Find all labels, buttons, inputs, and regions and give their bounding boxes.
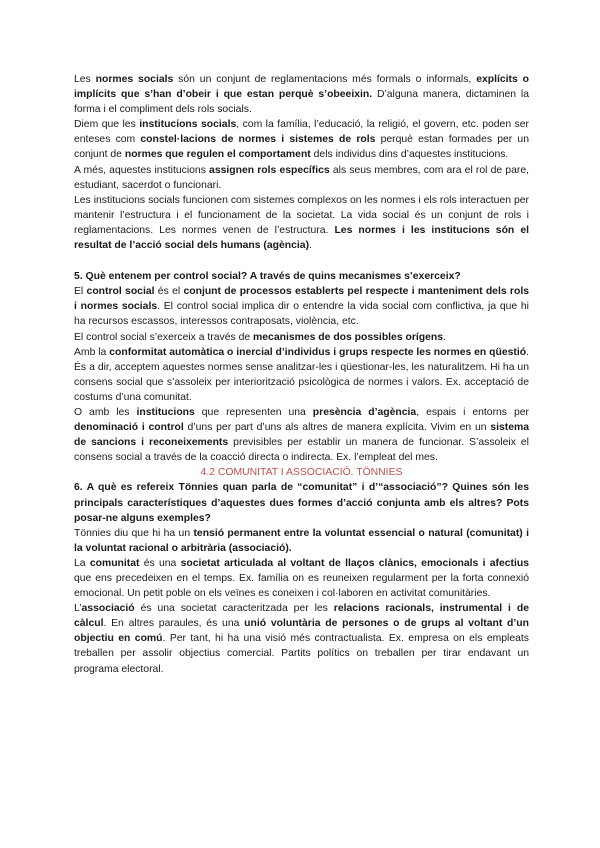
paragraph <box>74 284 529 329</box>
bold-text: tensió permanent entre la voluntat essencial o natural (comunitat) i la voluntat racional o arbitrària (associació). <box>74 527 529 554</box>
text-run: que ens precedeixen en el temps. Ex. família on es reuneixen regularment per la forta connexió emocional. Un petit poble on els veïnes es coneixen i col·laboren en activitat comunitàries. <box>74 573 529 600</box>
text-run: són un conjunt de reglamentacions més formals o informals, <box>173 74 477 85</box>
text-run: La <box>74 557 90 569</box>
text-run: El control social s’exerceix a través de <box>74 331 254 343</box>
paragraph <box>74 405 529 465</box>
paragraph <box>74 330 529 345</box>
text-run: Les institucions socials funcionen com sistemes complexos on les normes i els rols interactuen per mantenir l’estructura i el funcionament de la societat. La vida social és un conjunt de rols i reglamentacions. Les normes venen de l’estructura. <box>74 194 529 236</box>
bold-text: normes que regulen el comportament <box>124 149 311 161</box>
paragraph <box>74 556 529 601</box>
paragraph <box>74 269 529 284</box>
text-run: Les <box>74 74 96 85</box>
paragraph <box>74 601 529 676</box>
text-run: Amb la <box>74 346 110 358</box>
bold-text: societat articulada al voltant de llaços clànics, emocionals i afectius <box>180 557 530 569</box>
bold-text: presència d’agència <box>312 406 417 418</box>
bold-text: 5. Què entenem per control social? A través de quins mecanismes s’exerceix? <box>74 271 461 283</box>
text-run: . Per tant, hi ha una visió més contractualista. Ex. empresa on els empleats treballen per assolir objectius comercial. Partits polítics on treballen per tirar endavant un programa electoral. <box>74 633 529 675</box>
section-gap <box>74 253 529 269</box>
paragraph <box>74 480 529 525</box>
text-run: que representen una <box>194 406 313 418</box>
bold-text: control social <box>86 286 155 298</box>
paragraph <box>74 117 529 162</box>
bold-text: comunitat <box>89 557 140 569</box>
paragraph <box>74 163 529 193</box>
text-run: , espais i entorns per <box>416 406 529 418</box>
text-run: . És a dir, acceptem aquestes normes sense analitzar-les i qüestionar-les, les naturalitzem. Hi ha un consens social que s’assoleix per interiorització psicològica de normes i valors. Ex. acceptació de costums d’una comunitat. <box>74 346 530 403</box>
bold-text: conformitat automàtica o inercial d’individus i grups respecte les normes en qüestió <box>109 346 527 358</box>
paragraph <box>74 193 529 253</box>
bold-text: explícits o implícits que s’han d’obeir i que estan perquè s’obeeixin. <box>74 74 529 101</box>
bold-text: Les normes i les institucions són el resultat de l’acció social dels humans (agència) <box>74 224 529 252</box>
paragraph <box>74 345 529 405</box>
text-run: és el <box>154 286 184 298</box>
text-run: . En altres paraules, és una <box>103 618 245 630</box>
text-run: dels individus dins d’aquestes institucions. <box>310 149 509 161</box>
text-run: Diem que les <box>74 119 140 131</box>
bold-text: relacions racionals, instrumental i de càlcul <box>74 603 529 630</box>
text-run: és una societat caracteritzada per les <box>134 603 334 615</box>
paragraph <box>74 72 529 117</box>
text-run: A més, aquestes institucions <box>74 164 210 176</box>
bold-text: 6. A què es refereix Tönnies quan parla de “comunitat” i d’“associació”? Quines són les principals característiques d’aquestes dues formes d’acció conjunta amb els altres? Pots posar-ne alguns exemples? <box>74 482 529 524</box>
bold-text: associació <box>81 603 135 615</box>
text-run: d’uns per part d’uns als altres de manera explícita. Vivim en un <box>183 422 491 434</box>
bold-text: sistema de sancions i reconeixements <box>74 422 529 449</box>
text-run: L’ <box>74 603 82 615</box>
text-run: previsibles per establir un manera de funcionar. S’assoleix el consens social a través de la coacció directa o indirecta. Ex. l’empleat del mes. <box>74 437 529 464</box>
text-run: perquè estan formades per un conjunt de <box>74 134 529 161</box>
text-run: . El control social implica dir o entendre la vida social com conflictiva, ja que hi ha recursos escassos, interessos contraposats, violència, etc. <box>74 301 529 328</box>
bold-text: assignen rols específics <box>209 164 330 176</box>
text-run: . <box>443 331 446 343</box>
text-run: Tönnies diu que hi ha un <box>74 527 194 539</box>
text-run: O amb les <box>74 406 137 418</box>
bold-text: institucions socials <box>139 119 237 131</box>
bold-text: normes socials <box>95 74 174 85</box>
text-run: , com la família, l’educació, la religió, el govern, etc. poden ser enteses com <box>74 119 529 146</box>
text-run: D’alguna manera, dictaminen la forma i el compliment dels rols socials. <box>74 89 530 116</box>
bold-text: constel·lacions de normes i sistemes de rols <box>140 134 376 146</box>
bold-text: conjunt de processos establerts pel respecte i manteniment dels rols i normes socials <box>74 286 529 313</box>
text-run: . <box>309 240 312 252</box>
paragraph <box>74 526 529 556</box>
bold-text: institucions <box>136 406 195 418</box>
bold-text: mecanismes de dos possibles orígens <box>253 331 444 343</box>
document-page <box>74 72 529 677</box>
bold-text: denominació i control <box>74 422 184 434</box>
text-run: als seus membres, com ara el rol de pare, estudiant, sacerdot o funcionari. <box>74 164 529 191</box>
text-run: és una <box>139 557 181 569</box>
bold-text: unió voluntària de persones o de grups al voltant d’un objectiu en comú <box>74 618 529 645</box>
text-run: El <box>74 286 87 298</box>
section-heading: 4.2 COMUNITAT I ASSOCIACIÓ. TÖNNIES <box>200 467 403 479</box>
